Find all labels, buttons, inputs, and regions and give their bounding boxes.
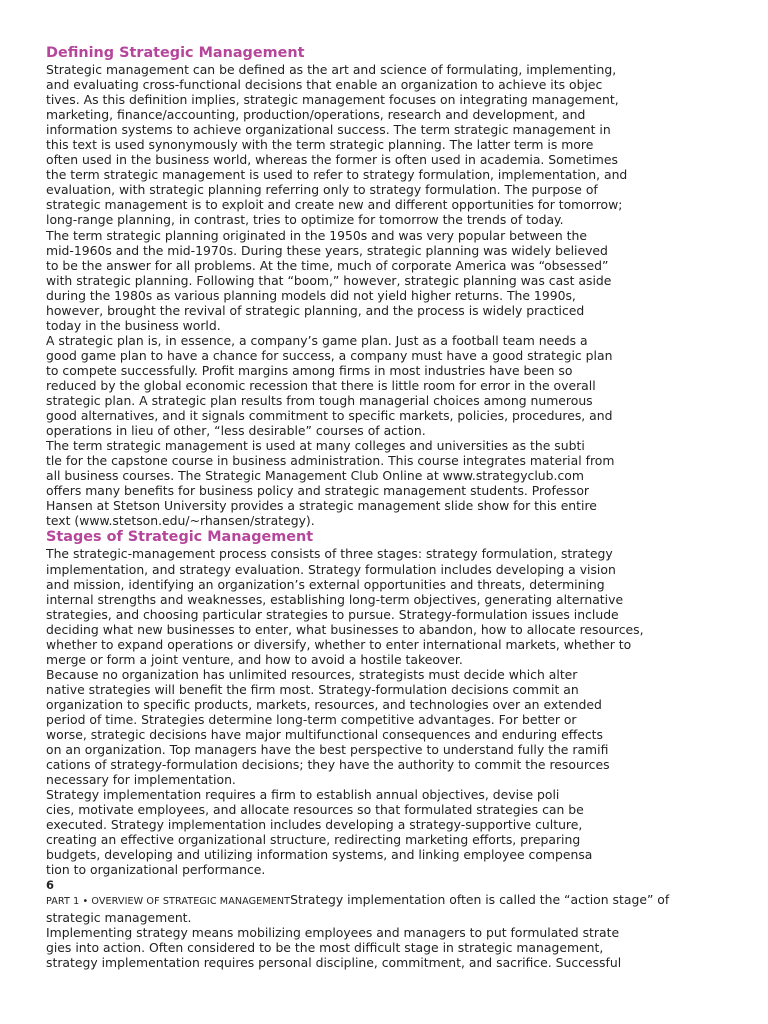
section-heading-defining: Defining Strategic Management	[46, 45, 305, 61]
text-line: Implementing strategy means mobilizing employees and managers to put formulated strate	[46, 924, 620, 940]
text-line: executed. Strategy implementation includes developing a strategy-supportive culture,	[46, 817, 583, 833]
text-line: the term strategic management is used to refer to strategy formulation, implementation, and	[46, 167, 628, 183]
text-line: worse, strategic decisions have major multifunctional consequences and enduring effects	[46, 727, 603, 743]
text-line: evaluation, with strategic planning referring only to strategy formulation. The purpose of	[46, 182, 598, 198]
text-line: native strategies will benefit the firm most. Strategy-formulation decisions commit an	[46, 681, 579, 697]
text-line: Strategic management can be defined as the art and science of formulating, implementing,	[46, 62, 617, 77]
running-head-part: PART 1 •	[46, 896, 92, 908]
text-line: and evaluating cross-functional decisions that enable an organization to achieve its objec	[46, 77, 603, 93]
text-line: to be the answer for all problems. At the time, much of corporate America was “obsessed”	[46, 257, 609, 273]
text-line: The term strategic management is used at many colleges and universities as the subti	[46, 438, 585, 454]
text-line: reduced by the global economic recession that there is little room for error in the overall	[46, 377, 596, 393]
text-line: tle for the capstone course in business administration. This course integrates material from	[46, 453, 615, 469]
text-line: tives. As this definition implies, strategic management focuses on integrating management,	[46, 92, 619, 108]
text-line: budgets, developing and utilizing information systems, and linking employee compensa	[46, 847, 593, 863]
text-line: creating an effective organizational structure, redirecting marketing efforts, preparing	[46, 832, 581, 848]
text-line: A strategic plan is, in essence, a company’s game plan. Just as a football team needs a	[46, 332, 588, 348]
text-line: today in the business world.	[46, 317, 221, 333]
text-line: all business courses. The Strategic Management Club Online at www.strategyclub.com	[46, 468, 584, 484]
text-line: on an organization. Top managers have the best perspective to understand fully the ramifi	[46, 742, 609, 758]
section-heading-stages: Stages of Strategic Management	[46, 529, 314, 546]
page-number: 6	[46, 878, 55, 893]
text-line: Because no organization has unlimited resources, strategists must decide which alter	[46, 666, 578, 682]
text-line: deciding what new businesses to enter, what businesses to abandon, how to allocate resources,	[46, 621, 644, 637]
text-line: strategic plan. A strategic plan results from tough managerial choices among numerous	[46, 393, 593, 409]
text-line: good alternatives, and it signals commitment to specific markets, policies, procedures, and	[46, 408, 613, 424]
text-line: to compete successfully. Profit margins among firms in most industries have been so	[46, 362, 573, 378]
running-head-line	[46, 892, 746, 909]
text-line: tion to organizational performance.	[46, 862, 266, 878]
text-line: during the 1980s as various planning models did not yield higher returns. The 1990s,	[46, 287, 576, 303]
text-line: organization to specific products, markets, resources, and technologies over an extended	[46, 696, 602, 712]
running-head-title: OVERVIEW OF STRATEGIC MANAGEMENT	[91, 896, 291, 908]
text-line: gies into action. Often considered to be the most difficult stage in strategic management,	[46, 939, 604, 955]
text-line: Strategy implementation requires a firm to establish annual objectives, devise poli	[46, 787, 560, 803]
document-page	[46, 44, 746, 970]
text-line: implementation, and strategy evaluation. Strategy formulation includes developing a vision	[46, 561, 616, 577]
text-line: necessary for implementation.	[46, 772, 236, 788]
text-line: Hansen at Stetson University provides a strategic management slide show for this entire	[46, 498, 597, 514]
section-body-stages	[46, 546, 746, 877]
text-line: however, brought the revival of strategic planning, and the process is widely practiced	[46, 302, 585, 318]
text-line: long-range planning, in contrast, tries to optimize for tomorrow the trends of today.	[46, 212, 564, 228]
text-line: whether to expand operations or diversify, whether to enter international markets, whether to	[46, 636, 632, 652]
text-line: information systems to achieve organizational success. The term strategic management in	[46, 122, 611, 138]
text-line: text (www.stetson.edu/~rhansen/strategy).	[46, 513, 315, 529]
text-line: and mission, identifying an organization’s external opportunities and threats, determining	[46, 576, 605, 592]
continuation-first-line: Strategy implementation often is called the “action stage” of	[290, 892, 670, 908]
text-line: strategic management is to exploit and create new and different opportunities for tomorrow;	[46, 197, 623, 213]
text-line: strategies, and choosing particular strategies to pursue. Strategy-formulation issues include	[46, 606, 619, 622]
text-line: good game plan to have a chance for success, a company must have a good strategic plan	[46, 347, 613, 363]
text-line: period of time. Strategies determine long-term competitive advantages. For better or	[46, 711, 577, 727]
text-line: The term strategic planning originated in the 1950s and was very popular between the	[46, 227, 587, 243]
text-line: with strategic planning. Following that “boom,” however, strategic planning was cast aside	[46, 272, 612, 288]
text-line: strategic management.	[46, 909, 192, 925]
text-line: marketing, finance/accounting, production/operations, research and development, and	[46, 107, 586, 123]
text-line: often used in the business world, whereas the former is often used in academia. Sometimes	[46, 152, 618, 168]
text-line: merge or form a joint venture, and how to avoid a hostile takeover.	[46, 651, 463, 667]
text-line: cies, motivate employees, and allocate resources so that formulated strategies can be	[46, 802, 584, 818]
section-body-defining	[46, 62, 746, 528]
text-line: internal strengths and weaknesses, establishing long-term objectives, generating alternative	[46, 591, 624, 607]
text-line: strategy implementation requires personal discipline, commitment, and sacrifice. Successful	[46, 954, 622, 970]
text-line: The strategic-management process consists of three stages: strategy formulation, strategy	[46, 546, 613, 562]
text-line: operations in lieu of other, “less desirable” courses of action.	[46, 423, 426, 439]
text-line: cations of strategy-formulation decisions; they have the authority to commit the resources	[46, 757, 610, 773]
text-line: this text is used synonymously with the term strategic planning. The latter term is more	[46, 137, 594, 153]
text-line: offers many benefits for business policy and strategic management students. Professor	[46, 483, 590, 499]
text-line: mid-1960s and the mid-1970s. During these years, strategic planning was widely believed	[46, 242, 608, 258]
running-head	[46, 896, 290, 907]
